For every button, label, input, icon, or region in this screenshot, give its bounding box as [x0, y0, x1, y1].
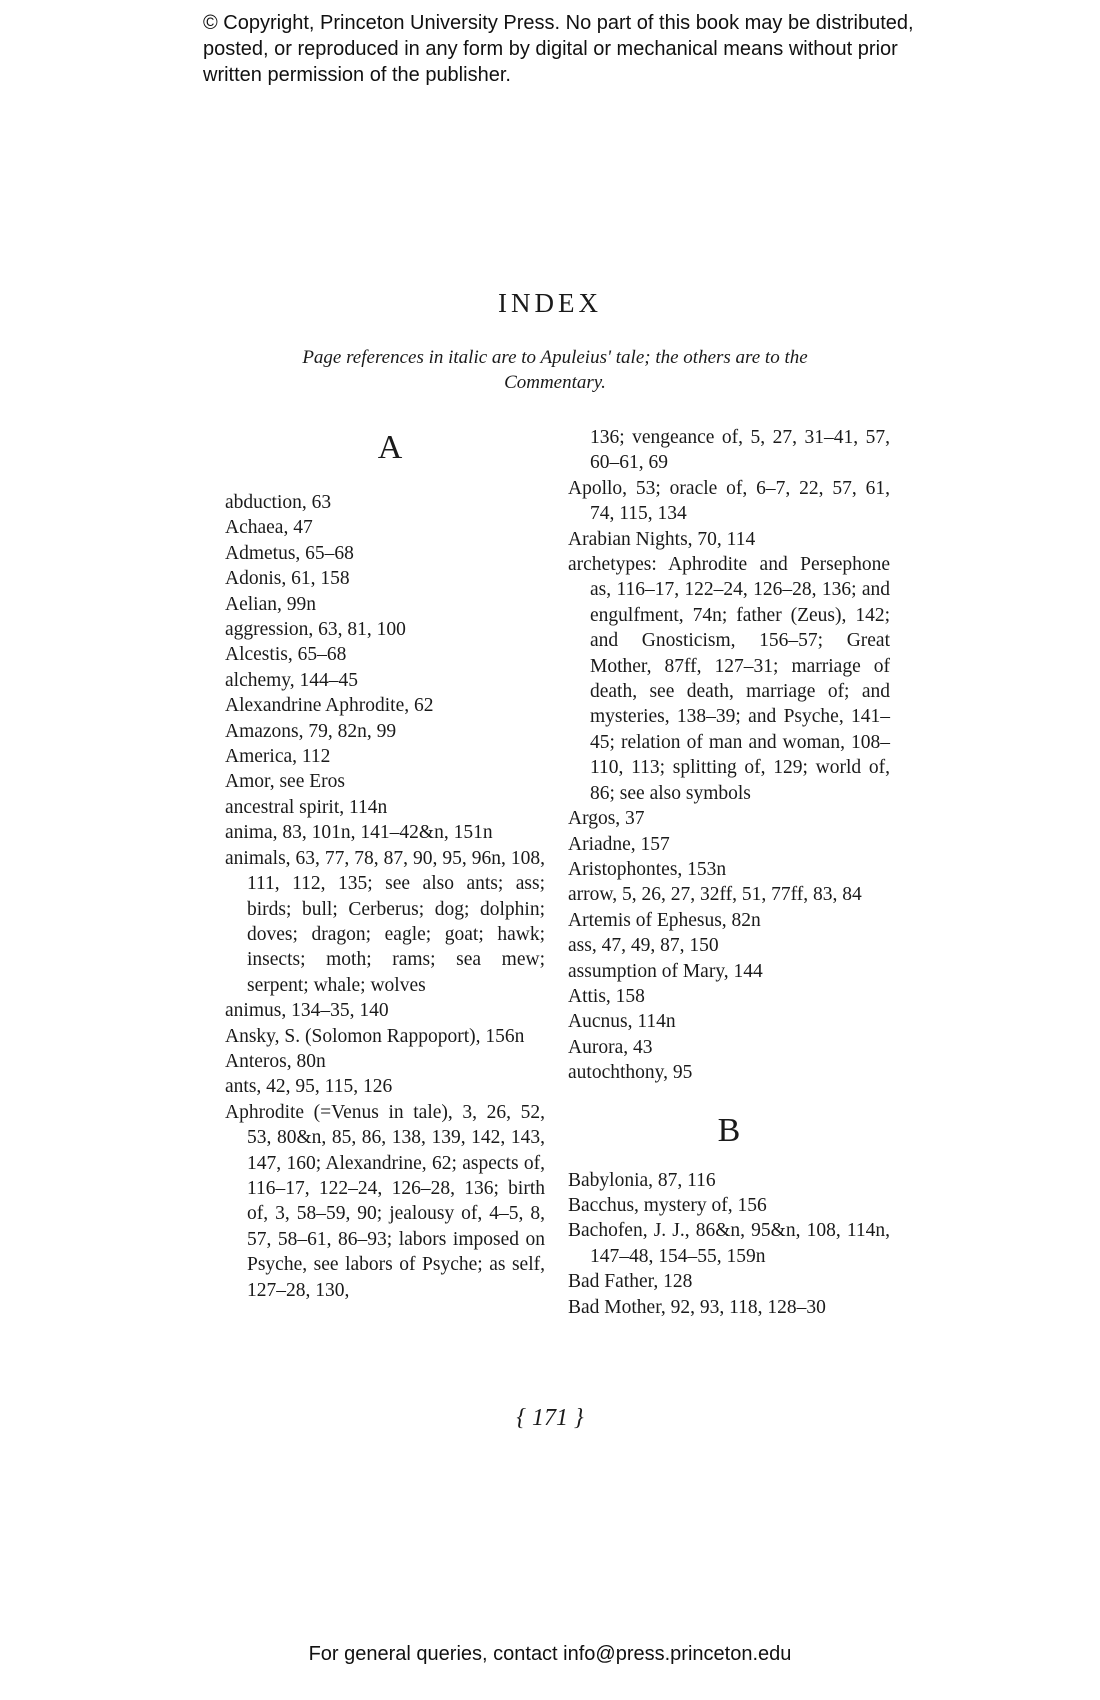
index-entry: Admetus, 65–68: [225, 542, 354, 564]
index-entry: Apollo, 53; oracle of, 6–7, 22, 57, 61, 74, 115, 134: [568, 477, 890, 525]
page-number: { 171 }: [516, 1405, 584, 1431]
footer-contact: For general queries, contact info@press.princeton.edu: [308, 1643, 792, 1665]
index-note: Page references in italic are to Apuleius' tale; the others are to the Commentary.: [302, 347, 808, 393]
index-entry: Aelian, 99n: [225, 593, 316, 615]
index-entry: Attis, 158: [568, 985, 645, 1007]
index-entry: ass, 47, 49, 87, 150: [568, 935, 719, 957]
index-entry: Bad Mother, 92, 93, 118, 128–30: [568, 1296, 826, 1318]
index-entry: Achaea, 47: [225, 517, 313, 539]
left-column: [225, 425, 545, 1303]
index-entry: Ansky, S. (Solomon Rappoport), 156n: [225, 1025, 525, 1047]
index-entry: arrow, 5, 26, 27, 32ff, 51, 77ff, 83, 84: [568, 884, 862, 906]
index-entry: Artemis of Ephesus, 82n: [568, 909, 761, 931]
index-entry: abduction, 63: [225, 492, 332, 513]
index-entry: archetypes: Aphrodite and Persephone as, 116–17, 122–24, 126–28, 136; and engulfment, 74n; father (Zeus), 142; and Gnosticism, 156–57; Great Mother, 87ff, 127–31; marriage of death, see death, marriage of; and mysteries, 138–39; and Psyche, 141–45; relation of man and woman, 108–110, 113; splitting of, 129; world of, 86; see also symbols: [568, 554, 890, 804]
index-entry: Alcestis, 65–68: [225, 644, 347, 666]
index-entry: aggression, 63, 81, 100: [225, 619, 406, 641]
index-entry: Babylonia, 87, 116: [568, 1169, 716, 1191]
index-entry: Amor, see Eros: [225, 771, 345, 793]
index-entry: Bachofen, J. J., 86&n, 95&n, 108, 114n, 147–48, 154–55, 159n: [568, 1220, 890, 1267]
index-entry: Bacchus, mystery of, 156: [568, 1194, 767, 1216]
index-entry: Adonis, 61, 158: [225, 568, 350, 590]
index-entry: Anteros, 80n: [225, 1050, 326, 1072]
index-entry: Amazons, 79, 82n, 99: [225, 720, 397, 742]
index-entry: Alexandrine Aphrodite, 62: [225, 695, 434, 717]
index-entry: Ariadne, 157: [568, 833, 670, 855]
index-entry: America, 112: [225, 746, 331, 768]
index-entry: animals, 63, 77, 78, 87, 90, 95, 96n, 108, 111, 112, 135; see also ants; ass; birds; bull; Cerberus; dog; dolphin; doves; dragon; eagle; goat; hawk; insects; moth; rams; sea mew; serpent; whale; wolves: [225, 847, 545, 996]
index-entry: autochthony, 95: [568, 1062, 693, 1084]
copyright-notice: © Copyright, Princeton University Press. No part of this book may be distributed, posted, or reproduced in any form by digital or mechanical means without prior written permission of the publisher.: [203, 12, 914, 86]
right-column: [568, 425, 890, 1320]
index-entry: Bad Father, 128: [568, 1271, 693, 1293]
index-entry: Aurora, 43: [568, 1036, 653, 1058]
index-entry: Aphrodite (=Venus in tale), 3, 26, 52, 53, 80&n, 85, 86, 138, 139, 142, 143, 147, 160; Alexandrine, 62; aspects of, 116–17, 122–24, 126–28, 136; birth of, 3, 58–59, 90; jealousy of, 4–5, 8, 57, 58–61, 86–93; labors imposed on Psyche, see labors of Psyche; as self, 127–28, 130,: [225, 1101, 545, 1301]
index-entry: Aristophontes, 153n: [568, 858, 727, 880]
index-entry-continuation: 136; vengeance of, 5, 27, 31–41, 57, 60–61, 69: [590, 427, 890, 474]
section-letter-a: A: [377, 429, 403, 466]
index-entry: alchemy, 144–45: [225, 669, 359, 691]
index-entry: Arabian Nights, 70, 114: [568, 528, 756, 550]
index-entry: anima, 83, 101n, 141–42&n, 151n: [225, 822, 493, 844]
index-entry: animus, 134–35, 140: [225, 1000, 389, 1022]
index-entry: ancestral spirit, 114n: [225, 796, 388, 818]
index-entry: assumption of Mary, 144: [568, 960, 763, 982]
page-title: INDEX: [498, 288, 602, 318]
index-entry: ants, 42, 95, 115, 126: [225, 1076, 393, 1098]
index-entry: Aucnus, 114n: [568, 1011, 676, 1033]
section-letter-b: B: [717, 1111, 741, 1149]
index-entry: Argos, 37: [568, 808, 645, 830]
